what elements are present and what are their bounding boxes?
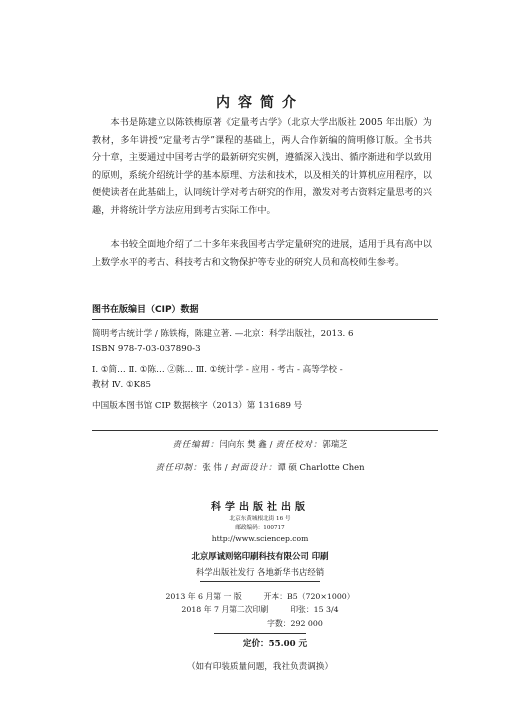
proofreader-label: 责任校对： [275, 439, 323, 449]
distributor-line: 科学出版社发行 各地新华书店经销 [195, 567, 325, 577]
word-count-row [0, 618, 520, 629]
price-rule [214, 633, 306, 634]
printing-credit-line: 责任印制：张 伟 / 封面设计：谭 硕 Charlotte Chen [155, 462, 365, 472]
publisher-name: 科学出版社出版 [211, 502, 309, 513]
printer-line: 北京厚诚则铭印刷科技有限公司 印刷 [191, 551, 329, 561]
cip-record-number: 中国版本图书馆 CIP 数据核字（2013）第 131689 号 [92, 401, 303, 411]
publisher-postcode: 邮政编码：100717 [235, 525, 285, 531]
price-label: 定价： [242, 639, 269, 649]
cover-label: 封面设计： [230, 462, 278, 472]
price-row [0, 637, 520, 649]
price-value: 55.00 元 [268, 639, 308, 649]
publisher-rule [200, 581, 320, 582]
edition-row-2 [0, 604, 520, 615]
first-edition: 2013 年 6 月第 一 版 [165, 592, 242, 601]
proofreader-name: 郭瑞芝 [322, 439, 348, 449]
intro-paragraph-1: 本书是陈建立以陈铁梅原著《定量考古学》（北京大学出版社 2005 年出版）为教材，多年讲授“定量考古学”课程的基础上，两人合作新编的简明修订版。全书共分十章，主要通过中国考古学的最新研究实例，遵循深入浅出、循序渐进和学以致用的原则，系统介绍统计学的基本原理、方法和技术，以及相关的计算机应用程序，以便使读者在此基础上，认同统计学对考古研究的作用，激发对考古资料定量思考的兴趣，并将统计学方法应用到考古实际工作中。 [92, 117, 432, 216]
sheet-count: 印张：15 3/4 [290, 605, 339, 614]
cip-heading: 图书在版编目（CIP）数据 [92, 305, 199, 315]
cover-designers: 谭 硕 Charlotte Chen [277, 462, 365, 472]
intro-title: 内容简介 [216, 95, 304, 111]
intro-paragraph-2: 本书较全面地介绍了二十多年来我国考古学定量研究的进展，适用于具有高中以上数学水平的考古、科技考古和文物保护等专业的研究人员和高校师生参考。 [92, 239, 432, 268]
printing-name: 张 伟 [202, 462, 222, 472]
price [243, 637, 307, 649]
publisher-website: http://www.sciencep.com [211, 534, 309, 543]
cip-isbn-line: ISBN 978-7-03-037890-3 [92, 344, 201, 354]
book-format: 开本：B5（720×1000） [263, 592, 355, 601]
cip-subject-line: Ⅰ. ①简… Ⅱ. ①陈… ②陈… Ⅲ. ①统计学 - 应用 - 考古 - 高等学校 - [92, 365, 343, 375]
editor-label: 责任编辑： [172, 439, 220, 449]
cip-classification-line: 教材 Ⅳ. ①K85 [92, 380, 152, 390]
quality-notice: （如有印装质量问题，我社负责调换） [186, 662, 334, 672]
word-count: 字数：292 000 [267, 619, 323, 628]
cip-top-rule [92, 319, 438, 320]
editor-names: 闫向东 樊 鑫 [219, 439, 267, 449]
reprint-info: 2018 年 7 月第二次印刷 [181, 605, 269, 614]
cip-title-line: 简明考古统计学 / 陈铁梅，陈建立著. —北京：科学出版社，2013. 6 [92, 329, 354, 339]
edition-row-1 [0, 591, 520, 602]
printing-label: 责任印制： [155, 462, 203, 472]
cip-bottom-rule [92, 430, 438, 431]
editor-credit-line: 责任编辑：闫向东 樊 鑫 / 责任校对：郭瑞芝 [172, 439, 348, 449]
publisher-address: 北京东黄城根北街 16 号 [229, 516, 291, 522]
